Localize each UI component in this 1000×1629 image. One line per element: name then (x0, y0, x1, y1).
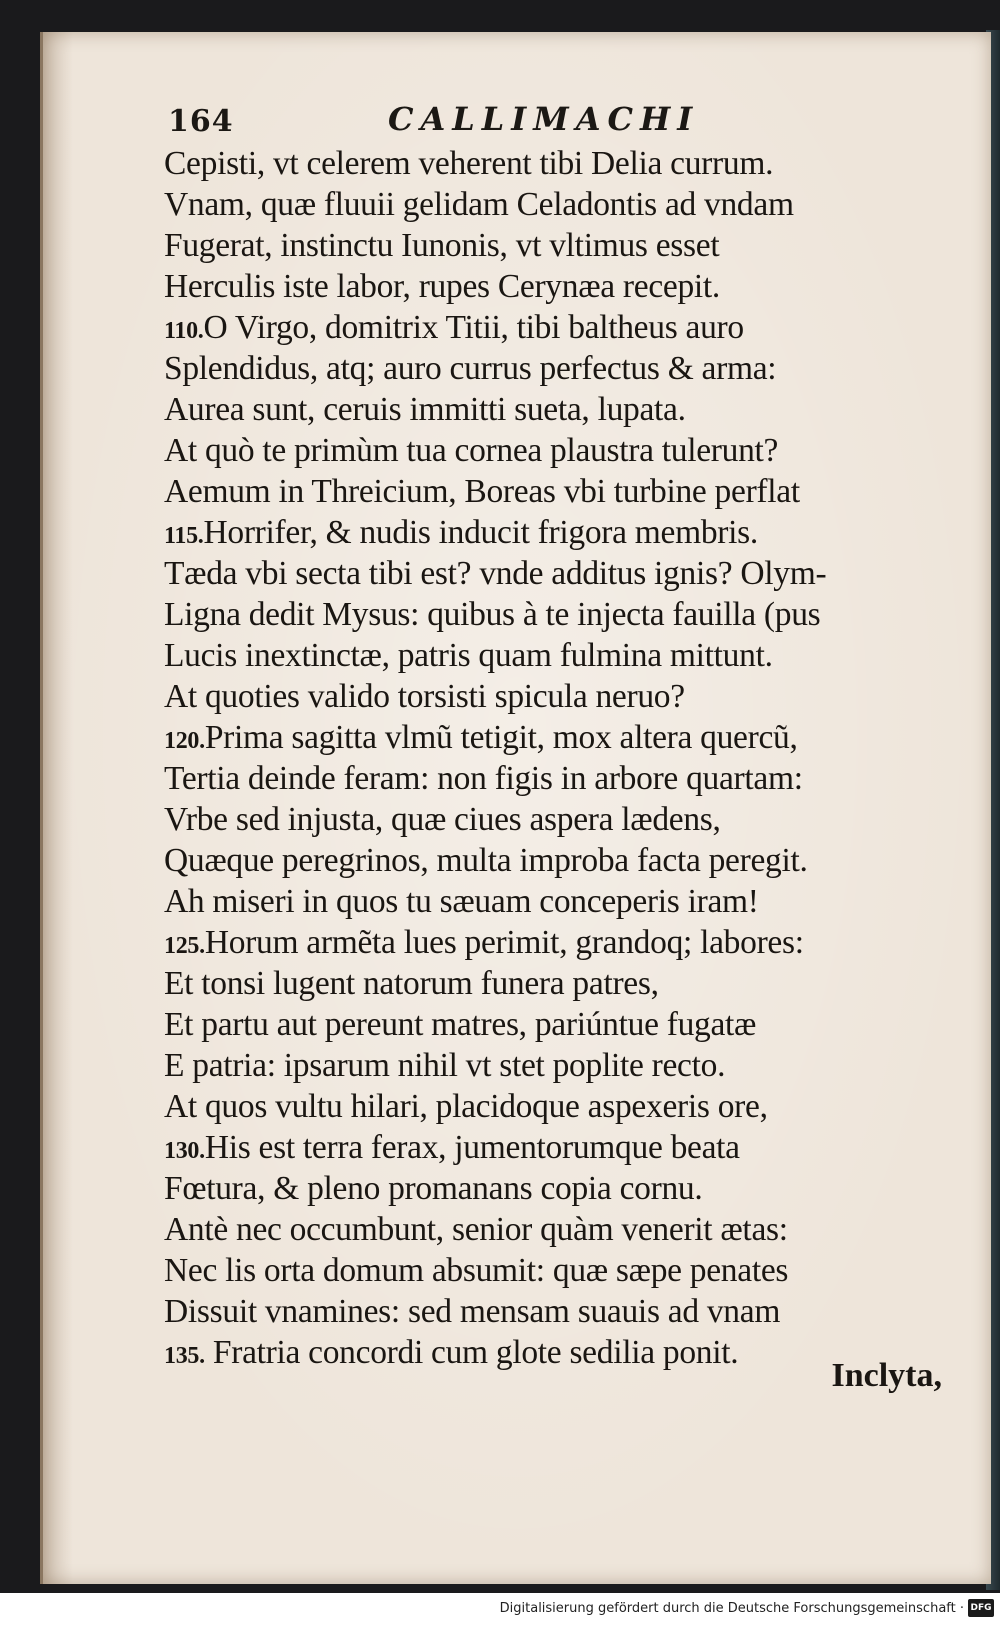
verse-line-text: Quæque peregrinos, multa improba facta peregit. (164, 842, 808, 879)
verse-line-text: Splendidus, atq; auro currus perfectus & arma: (164, 350, 777, 387)
running-head: CALLIMACHI (388, 100, 700, 138)
verse-line-text: Antè nec occumbunt, senior quàm venerit ætas: (164, 1211, 788, 1248)
verse-line (164, 143, 944, 184)
verse-line-number: 115. (164, 523, 204, 549)
verse-line (164, 1004, 944, 1045)
verse-line (164, 840, 944, 881)
verse-line-text: His est terra ferax, jumentorumque beata (204, 1129, 740, 1166)
verse-line (164, 1250, 944, 1291)
page-header (168, 100, 888, 148)
verse-line-text: Horum armẽta lues perimit, grandoq; labores: (204, 924, 804, 961)
digitization-footer (0, 1593, 1000, 1629)
verse-line (164, 1291, 944, 1332)
verse-line-text: Cepisti, vt celerem veherent tibi Delia currum. (164, 145, 774, 182)
verse-line-text: Et partu aut pereunt matres, pariúntue fugatæ (164, 1006, 757, 1043)
verse-line (164, 717, 944, 758)
verse-line (164, 635, 944, 676)
verse-line-text: Et tonsi lugent natorum funera patres, (164, 965, 659, 1002)
verse-line-text: Dissuit vnamines: sed mensam suauis ad vnam (164, 1293, 781, 1330)
verse-line-text: Fœtura, & pleno promanans copia cornu. (164, 1170, 703, 1207)
verse-line-number: 125. (164, 933, 205, 959)
verse-line (164, 799, 944, 840)
verse-line (164, 1127, 944, 1168)
dfg-logo: DFG (968, 1599, 994, 1617)
poem-text-block (164, 143, 944, 1373)
verse-line-text: At quoties valido torsisti spicula neruo? (164, 678, 685, 715)
verse-line (164, 266, 944, 307)
verse-line (164, 1209, 944, 1250)
verse-line-number: 120. (164, 728, 205, 754)
verse-line-text: Herculis iste labor, rupes Cerynæa recepit. (164, 268, 720, 305)
verse-line-text: Nec lis orta domum absumit: quæ sæpe penates (164, 1252, 789, 1289)
verse-line (164, 553, 944, 594)
verse-line-number: 110. (164, 318, 204, 344)
verse-line (164, 512, 944, 553)
verse-line (164, 307, 944, 348)
verse-line-text: Ligna dedit Mysus: quibus à te injecta fauilla (pus (164, 596, 821, 633)
verse-line-text: Vrbe sed injusta, quæ ciues aspera lædens, (164, 801, 721, 838)
verse-line (164, 758, 944, 799)
verse-line-text: Ah miseri in quos tu sæuam conceperis iram! (164, 883, 759, 920)
verse-line (164, 430, 944, 471)
verse-line-text: E patria: ipsarum nihil vt stet poplite recto. (164, 1047, 726, 1084)
verse-line (164, 594, 944, 635)
verse-line-text: Vnam, quæ fluuii gelidam Celadontis ad vndam (164, 186, 794, 223)
verse-line-text: Tertia deinde feram: non figis in arbore quartam: (164, 760, 803, 797)
verse-line-text: O Virgo, domitrix Titii, tibi baltheus auro (203, 309, 744, 346)
verse-line (164, 471, 944, 512)
verse-line (164, 1332, 944, 1373)
verse-line-number: 135. (164, 1343, 205, 1369)
verse-line (164, 1086, 944, 1127)
verse-line-number: 130. (164, 1138, 205, 1164)
verse-line-text: Aemum in Threicium, Boreas vbi turbine perflat (164, 473, 800, 510)
page-number: 164 (168, 104, 234, 139)
verse-line (164, 225, 944, 266)
verse-line (164, 348, 944, 389)
verse-line-text: Fugerat, instinctu Iunonis, vt vltimus esset (164, 227, 720, 264)
verse-line (164, 184, 944, 225)
verse-line-text: Tæda vbi secta tibi est? vnde additus ignis? Olym- (164, 555, 827, 592)
footer-credit: Digitalisierung gefördert durch die Deutsche Forschungsgemeinschaft · (499, 1601, 964, 1616)
verse-line-text: At quò te primùm tua cornea plaustra tulerunt? (164, 432, 779, 469)
verse-line-text: Prima sagitta vlmũ tetigit, mox altera quercũ, (204, 719, 798, 756)
verse-line-text: Horrifer, & nudis inducit frigora membris. (203, 514, 758, 551)
verse-line-text: Aurea sunt, ceruis immitti sueta, lupata. (164, 391, 686, 428)
verse-line (164, 1168, 944, 1209)
verse-line-text: Fratria concordi cum glote sedilia ponit. (204, 1334, 739, 1371)
verse-line (164, 963, 944, 1004)
verse-line-text: Lucis inextinctæ, patris quam fulmina mittunt. (164, 637, 773, 674)
verse-line (164, 389, 944, 430)
verse-line-text: At quos vultu hilari, placidoque aspexeris ore, (164, 1088, 768, 1125)
catchword: Inclyta, (831, 1357, 942, 1394)
verse-line (164, 922, 944, 963)
verse-line (164, 1045, 944, 1086)
verse-line (164, 676, 944, 717)
verse-line (164, 881, 944, 922)
